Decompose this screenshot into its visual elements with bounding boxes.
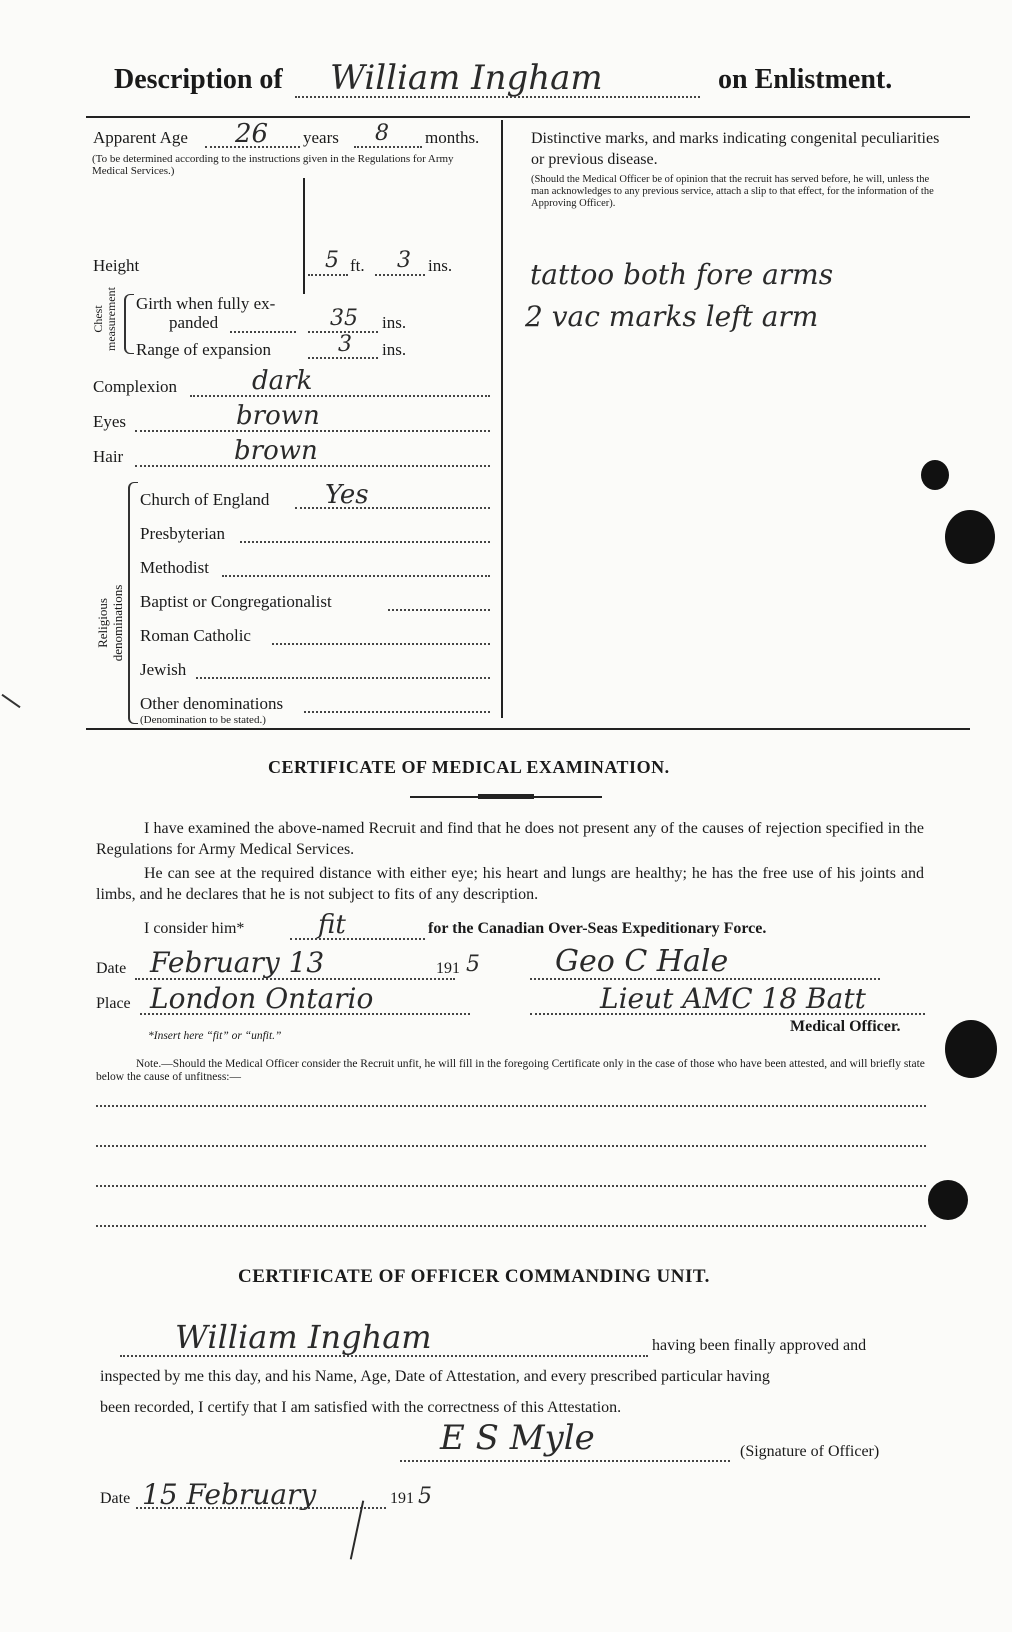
girth-dots-left (230, 331, 296, 333)
age-months-value: 8 (375, 121, 389, 146)
header-left: Description of (114, 64, 283, 95)
eyes-value: brown (236, 401, 320, 431)
height-in-label: ins. (428, 256, 453, 275)
religion-label-1: Presbyterian (140, 524, 225, 543)
age-years-dots (205, 146, 300, 148)
age-months-label: months. (425, 128, 480, 147)
medical-note: Note.—Should the Medical Officer consider the Recruit unfit, he will fill in the foregoing Certificate only in the case of those who have been attested, and will briefly state below the cause of unfitness:— (96, 1058, 925, 1083)
commanding-year-printed: 191 (390, 1490, 414, 1507)
commanding-date-label: Date (100, 1490, 131, 1507)
commanding-date-stroke (350, 1500, 364, 1559)
height-ft-value: 5 (325, 248, 339, 273)
unfitness-line-3 (96, 1185, 926, 1187)
religion-dots-6 (304, 711, 490, 713)
hair-dots (135, 465, 490, 467)
medical-place-value: London Ontario (150, 982, 374, 1015)
hair-value: brown (234, 436, 318, 466)
range-unit: ins. (382, 340, 407, 359)
height-ft-label: ft. (350, 256, 365, 275)
age-years-label: years (303, 128, 339, 147)
medical-para-2: He can see at the required distance with either eye; his heart and lungs are healthy; he has the free use of his joints and limbs, and he declares that he is not subject to fits of any description. (96, 865, 924, 903)
medical-date-label: Date (96, 960, 127, 977)
header-right: on Enlistment. (718, 64, 893, 95)
medical-officer-label: Medical Officer. (790, 1018, 901, 1035)
age-label: Apparent Age (93, 128, 188, 147)
religion-label-3: Baptist or Congregationalist (140, 592, 332, 611)
girth-label-2: panded (169, 313, 219, 332)
height-label: Height (93, 256, 140, 275)
medical-year-printed: 191 (436, 960, 460, 977)
complexion-dots (190, 395, 490, 397)
medical-place-dots (140, 1013, 470, 1015)
religion-dots-1 (240, 541, 490, 543)
medical-para-1: I have examined the above-named Recruit and find that he does not present any of the causes of rejection specified in the Regulations for Army Medical Services. (96, 820, 924, 858)
commanding-name: William Ingham (175, 1318, 432, 1356)
height-ft-dots (308, 274, 348, 276)
header-name: William Ingham (330, 58, 603, 98)
section-bottom-rule (86, 728, 970, 730)
medical-officer-dots (530, 1013, 925, 1015)
girth-unit: ins. (382, 313, 407, 332)
medical-officer-rank: Lieut AMC 18 Batt (600, 982, 866, 1015)
religion-value-0: Yes (325, 480, 369, 510)
age-note: (To be determined according to the instructions given in the Regulations for Army Medical Services.) (92, 153, 454, 177)
consider-label: I consider him* (144, 920, 245, 937)
religion-other-note: (Denomination to be stated.) (140, 714, 266, 726)
chest-group-label: Chest measurement (91, 287, 118, 351)
distinctive-line-1: tattoo both fore arms (530, 258, 834, 291)
medical-signature-dots (530, 978, 880, 980)
complexion-value: dark (252, 366, 313, 396)
religion-dots-2 (222, 575, 490, 577)
height-in-value: 3 (397, 248, 411, 273)
religion-brace (128, 482, 138, 724)
medical-title-rule-center (478, 794, 534, 799)
distinctive-note: (Should the Medical Officer be of opinion that the recruit has served before, he will, unless the man acknowledges to any previous service, attach a slip to that effect, for the information of the Approving Officer). (531, 174, 934, 209)
girth-label-1: Girth when fully ex- (136, 294, 276, 313)
medical-signature: Geo C Hale (555, 944, 729, 979)
commanding-signature-dots (400, 1460, 730, 1462)
religion-group-label: Religious denominations (95, 584, 125, 662)
range-value: 3 (338, 332, 352, 357)
girth-value: 35 (330, 306, 358, 331)
medical-title: CERTIFICATE OF MEDICAL EXAMINATION. (268, 757, 670, 777)
hair-label: Hair (93, 447, 124, 466)
age-years-value: 26 (235, 119, 269, 149)
column-divider (501, 120, 503, 718)
medical-date-dots (135, 978, 455, 980)
eyes-label: Eyes (93, 412, 127, 431)
punch-hole-1 (921, 460, 949, 490)
age-months-dots (354, 146, 422, 148)
eyes-dots (135, 430, 490, 432)
left-inner-vertical (303, 178, 305, 294)
top-rule (86, 116, 970, 118)
scan-mark (1, 694, 20, 708)
commanding-title: CERTIFICATE OF OFFICER COMMANDING UNIT. (238, 1266, 710, 1287)
commanding-name-dots (120, 1355, 648, 1357)
distinctive-title: Distinctive marks, and marks indicating congenital peculiarities or previous disease. (531, 130, 940, 168)
consider-value: fit (318, 910, 346, 940)
punch-hole-3 (945, 1020, 997, 1078)
medical-place-label: Place (96, 995, 131, 1012)
distinctive-line-2: 2 vac marks left arm (525, 300, 819, 333)
religion-dots-3 (388, 609, 490, 611)
height-in-dots (375, 274, 425, 276)
medical-insert-note: *Insert here “fit” or “unfit.” (148, 1030, 282, 1042)
religion-label-0: Church of England (140, 490, 270, 509)
unfitness-line-2 (96, 1145, 926, 1147)
consider-dots (290, 938, 425, 940)
commanding-year-hw: 5 (418, 1484, 432, 1509)
commanding-date-dots (136, 1507, 386, 1509)
religion-label-4: Roman Catholic (140, 626, 251, 645)
religion-label-5: Jewish (140, 660, 187, 679)
religion-dots-0 (295, 507, 490, 509)
chest-brace (124, 294, 134, 354)
medical-date-value: February 13 (150, 946, 325, 979)
commanding-line-2: inspected by me this day, and his Name, Age, Date of Attestation, and every prescribed particular having (100, 1368, 770, 1385)
commanding-date-value: 15 February (142, 1478, 317, 1511)
commanding-signature-label: (Signature of Officer) (740, 1443, 880, 1460)
unfitness-line-4 (96, 1225, 926, 1227)
consider-suffix: for the Canadian Over-Seas Expeditionary Force. (428, 920, 767, 937)
religion-dots-5 (196, 677, 490, 679)
commanding-signature: E S Myle (440, 1418, 595, 1458)
religion-label-2: Methodist (140, 558, 209, 577)
commanding-line-1: having been finally approved and (652, 1337, 867, 1354)
range-dots (308, 357, 378, 359)
punch-hole-4 (928, 1180, 968, 1220)
religion-dots-4 (272, 643, 490, 645)
commanding-line-3: been recorded, I certify that I am satisfied with the correctness of this Attestation. (100, 1399, 622, 1416)
complexion-label: Complexion (93, 377, 178, 396)
unfitness-line-1 (96, 1105, 926, 1107)
header-dotted-line (295, 96, 700, 98)
range-label: Range of expansion (136, 340, 272, 359)
punch-hole-2 (945, 510, 995, 564)
medical-year-hw: 5 (466, 952, 480, 977)
religion-label-6: Other denominations (140, 694, 284, 713)
